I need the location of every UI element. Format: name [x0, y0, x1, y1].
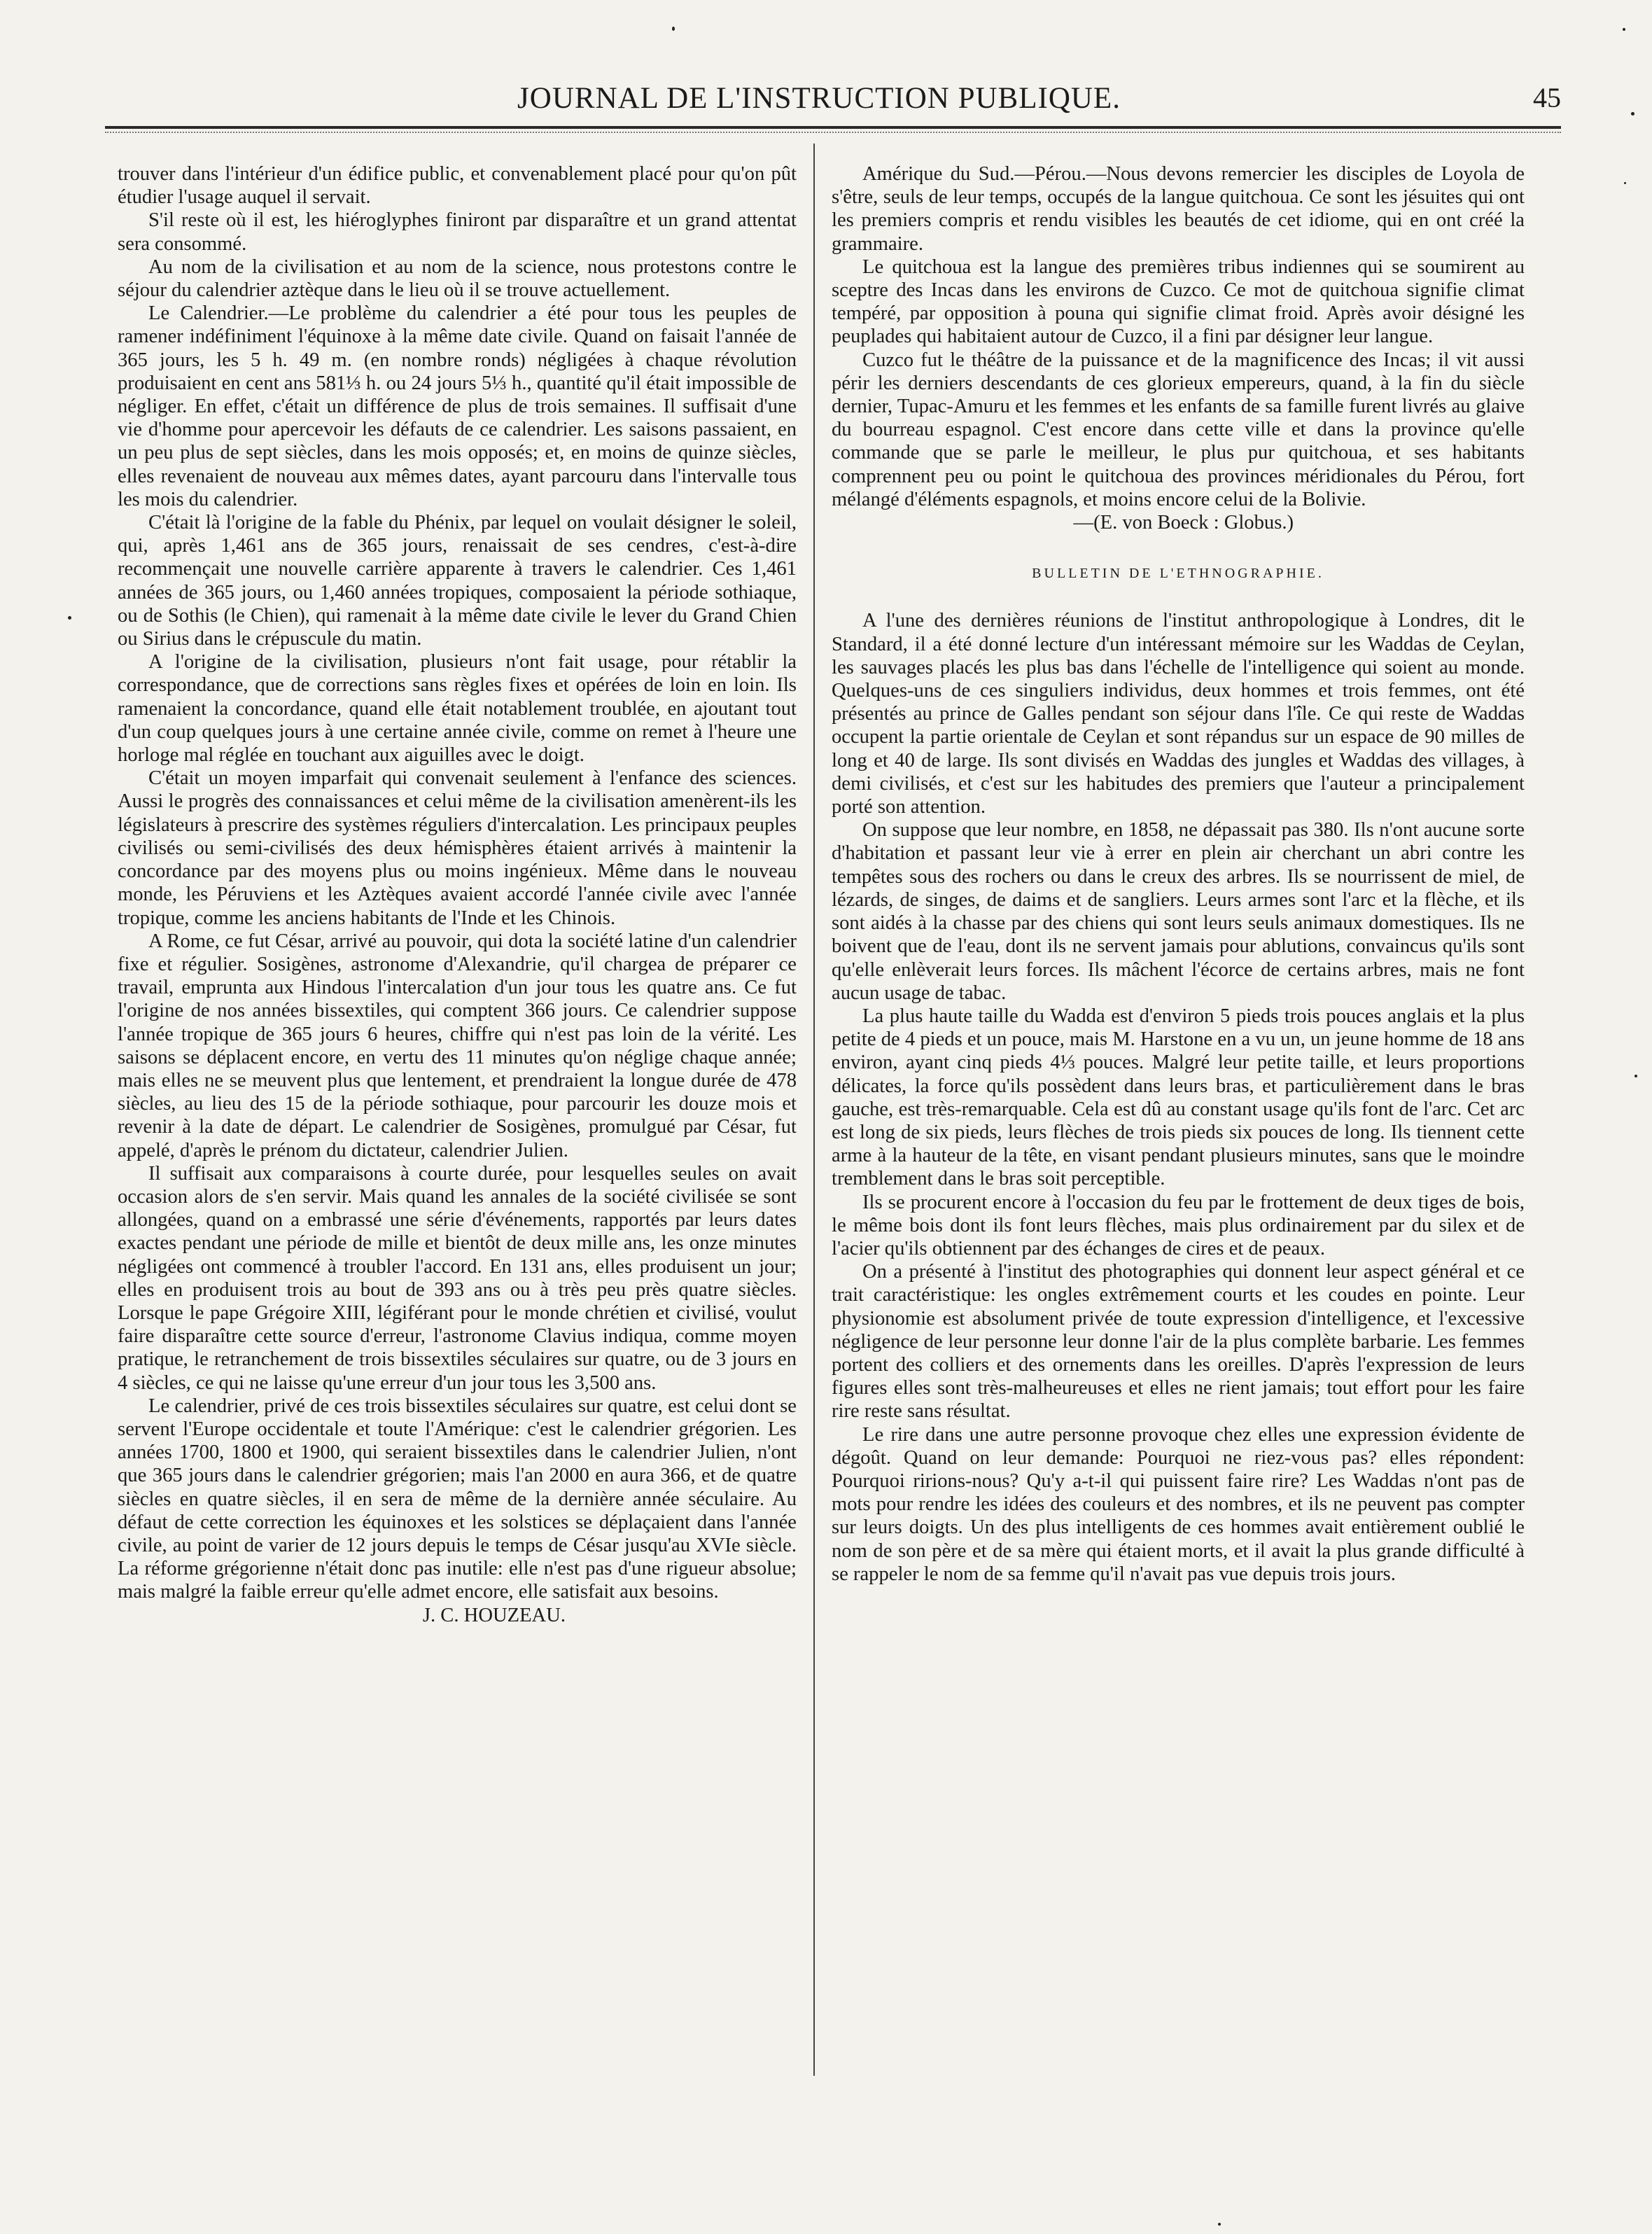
page-header [105, 76, 1561, 125]
paragraph: Amérique du Sud.—Pérou.—Nous devons remercier les disciples de Loyola de s'être, seuls de leur temps, occupés de la langue quitchoua. Ce sont les jésuites qui ont les premiers compris et rendu visibles les beautés de cet idiome, qui en ont créé la grammaire. [832, 163, 1525, 255]
left-column [118, 162, 797, 1627]
paragraph: Le rire dans une autre personne provoque chez elles une expression évidente de dégoût. Quand on leur demande: Pourquoi ne riez-vous pas? elles répondent: Pourquoi ririons-nous? Qu'y a-t-il qui puissent faire rire? Les Waddas n'ont pas de mots pour rendre les idées des couleurs et des nombres, et ils ne peuvent pas compter sur leurs doigts. Un des plus intelligents de ces hommes avait entièrement oublié le nom de son père et de sa mère qui étaient morts, et il avait la plus grande difficulté à se rappeler le nom de sa femme qu'il n'avait pas vue depuis trois jours. [832, 1423, 1525, 1585]
paragraph: S'il reste où il est, les hiéroglyphes finiront par disparaître et un grand attentat sera consommé. [118, 209, 797, 255]
paragraph: A l'une des dernières réunions de l'institut anthropologique à Londres, dit le Standard, il a été donné lecture d'un intéressant mémoire sur les Waddas de Ceylan, les sauvages placés les plus bas dans l'échelle de l'intelligence qui soient au monde. Quelques-uns de ces singuliers individus, deux hommes et trois femmes, ont été présentés au prince de Galles pendant son séjour dans l'île. Ce qui reste de Waddas occupent la partie orientale de Ceylan et sont répandus sur un espace de 90 milles de long et 40 de large. Ils sont divisés en Waddas des jungles et Waddas des villages, à demi civilisés, et c'est sur les habitudes des premiers que l'auteur a principalement porté son attention. [832, 610, 1525, 818]
paragraph: Le Calendrier.—Le problème du calendrier a été pour tous les peuples de ramener indéfiniment l'équinoxe à la même date civile. Quand on faisait l'année de 365 jours, les 5 h. 49 m. (en nombre ronds) négligées à chaque révolution produisaient en cent ans 581⅓ h. ou 24 jours 5⅓ h., quantité qu'il était impossible de négliger. En effet, c'était un différence de plus de trois semaines. Il suffisait d'une vie d'homme pour apercevoir les défauts de ce calendrier. Les saisons passaient, en un peu plus de sept siècles, dans les mois opposés; et, en moins de quinze siècles, elles revenaient de nouveau aux mêmes dates, ayant parcouru dans l'intervalle tous les mois du calendrier. [118, 302, 797, 510]
paragraph: A Rome, ce fut César, arrivé au pouvoir, qui dota la société latine d'un calendrier fixe et régulier. Sosigènes, astronome d'Alexandrie, qu'il chargea de préparer ce travail, emprunta aux Hindous l'intercalation d'un jour tous les quatre ans. Ce fut l'origine de nos années bissextiles, qui comptent 366 jours. Ce calendrier suppose l'année tropique de 365 jours 6 heures, chiffre qui n'est pas loin de la vérité. Les saisons se déplacent encore, en vertu des 11 minutes qu'on néglige chaque année; mais elles ne se meuvent plus que lentement, et prendraient la longue durée de 478 siècles, au lieu des 15 de la période sothiaque, pour parcourir les douze mois et revenir à la date de départ. Le calendrier de Sosigènes, promulgué par César, fut appelé, d'après le prénom du dictateur, calendrier Julien. [118, 930, 797, 1161]
page-number: 45 [1533, 82, 1561, 113]
paragraph: On suppose que leur nombre, en 1858, ne dépassait pas 380. Ils n'ont aucune sorte d'habitation et passant leur vie à errer en plein air cherchant un abri contre les tempêtes sous des rochers ou dans le creux des arbres. Ils se nourrissent de miel, de lézards, de singes, de daims et de sangliers. Leurs armes sont l'arc et la flèche, et ils sont aidés à la chasse par des chiens qui sont leurs seuls animaux domestiques. Ils ne boivent que de l'eau, dont ils ne servent jamais pour ablutions, convaincus qu'ils sont qu'elle enlèverait leurs forces. Ils mâchent l'écorce de certains arbres, mais ne font aucun usage de tabac. [832, 819, 1525, 1004]
section-title: BULLETIN DE L'ETHNOGRAPHIE. [1032, 566, 1324, 582]
author-signature: J. C. HOUZEAU. [422, 1604, 566, 1626]
paragraph: Le quitchoua est la langue des premières tribus indiennes qui se soumirent au sceptre des Incas dans les environs de Cuzco. Ce mot de quitchoua signifie climat tempéré, par opposition à pouna qui signifie climat froid. Après avoir désigné les peuplades qui habitaient autour de Cuzco, il a fini par désigner leur langue. [832, 256, 1525, 348]
paragraph: Le calendrier, privé de ces trois bissextiles séculaires sur quatre, est celui dont se servent l'Europe occidentale et toute l'Amérique: c'est le calendrier grégorien. Les années 1700, 1800 et 1900, qui seraient bissextiles dans le calendrier Julien, n'ont que 365 jours dans le calendrier grégorien; mais l'an 2000 en aura 366, et de quatre siècles en quatre siècles, il en sera de même de la dernière année séculaire. Au défaut de cette correction les équinoxes et les solstices se déplaçaient dans l'année civile, au point de varier de 12 jours depuis le temps de César jusqu'au XVIe siècle. La réforme grégorienne n'était donc pas inutile: elle n'est pas d'une rigueur absolue; mais malgré la faible erreur qu'elle admet encore, elle satisfait aux besoins. [118, 1395, 797, 1603]
paragraph: C'était un moyen imparfait qui convenait seulement à l'enfance des sciences. Aussi le progrès des connaissances et celui même de la civilisation amenèrent-ils les législateurs à prescrire des systèmes réguliers d'intercalation. Les principaux peuples civilisés ou semi-civilisés des deux hémisphères étaient arrivés à maintenir la concordance par des moyens plus ou moins ingénieux. Même dans le nouveau monde, les Péruviens et les Aztèques avaient accordé l'année civile avec l'année tropique, comme les anciens habitants de l'Inde et les Chinois. [118, 767, 797, 929]
paragraph: Il suffisait aux comparaisons à courte durée, pour lesquelles seules on avait occasion alors de s'en servir. Mais quand les annales de la société civilisée se sont allongées, quand on a embrassé une série d'événements, rapportés par leurs dates exactes pendant une période de mille et bientôt de deux mille ans, les onze minutes négligées ont commencé à troubler l'accord. En 131 ans, elles produisent un jour; elles en produisent trois au bout de 393 ans ou à très peu près quatre siècles. Lorsque le pape Grégoire XIII, légiférant pour le monde chrétien et civilisé, voulut faire disparaître cette source d'erreur, l'astronome Clavius indiqua, comme moyen pratique, le retranchement de trois bissextiles séculaires sur quatre, ou de 3 jours en 4 siècles, ce qui ne laisse qu'une erreur d'un jour tous les 3,500 ans. [118, 1162, 797, 1394]
paragraph: On a présenté à l'institut des photographies qui donnent leur aspect général et ce trait caractéristique: les ongles extrêmement courts et les coudes en pointe. Leur physionomie est absolument privée de toute expression d'intelligence, et l'excessive négligence de leur personne leur donne l'air de la plus complète barbarie. Les femmes portent des colliers et des ornements dans les oreilles. D'après l'expression de leurs figures elles sont très-malheureuses et elles ne rient jamais; tout effort pour les faire rire reste sans résultat. [832, 1261, 1525, 1423]
header-rule [105, 126, 1561, 133]
paragraph: Ils se procurent encore à l'occasion du feu par le frottement de deux tiges de bois, le même bois dont ils font leurs flèches, mais plus ordinairement par du silex et de l'acier qu'ils obtiennent par des échanges de cires et de peaux. [832, 1191, 1525, 1259]
running-title: JOURNAL DE L'INSTRUCTION PUBLIQUE. [517, 82, 1121, 115]
right-column [832, 162, 1525, 1586]
paragraph: trouver dans l'intérieur d'un édifice public, et convenablement placé pour qu'on pût étudier l'usage auquel il servait. [118, 163, 797, 209]
paragraph: A l'origine de la civilisation, plusieurs n'ont fait usage, pour rétablir la correspondance, que de corrections sans règles fixes et opérées de loin en loin. Ils ramenaient la concordance, quand elle était notablement troublée, en ajoutant tout d'un coup quelques jours à une certaine année civile, comme on remet à l'heure une horloge mal réglée en touchant aux aiguilles avec le doigt. [118, 651, 797, 767]
source-citation: —(E. von Boeck : Globus.) [1073, 512, 1294, 534]
paragraph: Cuzco fut le théâtre de la puissance et de la magnificence des Incas; il vit aussi périr les derniers descendants de ces glorieux empereurs, quand, à la fin du siècle dernier, Tupac-Amuru et les femmes et les enfants de sa famille furent livrés au glaive du bourreau espagnol. C'est encore dans cette ville et dans la province qu'elle commande que se parle le meilleur, le plus pur quitchoua, et ses habitants comprennent peu ou point le quitchoua des provinces méridionales du Pérou, fort mélangé d'éléments espagnols, et moins encore celui de la Bolivie. [832, 349, 1525, 510]
paragraph: La plus haute taille du Wadda est d'environ 5 pieds trois pouces anglais et la plus petite de 4 pieds et un pouce, mais M. Harstone en a vu un, un jeune homme de 18 ans environ, ayant cinq pieds 4⅓ pouces. Malgré leur petite taille, et leurs proportions délicates, la force qu'ils possèdent dans leurs bras, et particulièrement dans le bras gauche, est très-remarquable. Cela est dû au constant usage qu'ils font de l'arc. Cet arc est long de six pieds, leurs flèches de trois pieds six pouces de long. Ils tiennent cette arme à la hauteur de la tête, en visant pendant plusieurs minutes, sans que le moindre tremblement dans le bras soit perceptible. [832, 1005, 1525, 1190]
column-divider [813, 144, 815, 2076]
paragraph: C'était là l'origine de la fable du Phénix, par lequel on voulait désigner le soleil, qui, après 1,461 ans de 365 jours, renaissait de ses cendres, c'est-à-dire recommençait une nouvelle carrière apparente à travers le calendrier. Ces 1,461 années de 365 jours, ou 1,460 années tropiques, composaient la période sothiaque, ou de Sothis (le Chien), qui ramenait à la même date civile le lever du Grand Chien ou Sirius dans le crépuscule du matin. [118, 512, 797, 650]
paragraph: Au nom de la civilisation et au nom de la science, nous protestons contre le séjour du calendrier aztèque dans le lieu où il se trouve actuellement. [118, 256, 797, 302]
